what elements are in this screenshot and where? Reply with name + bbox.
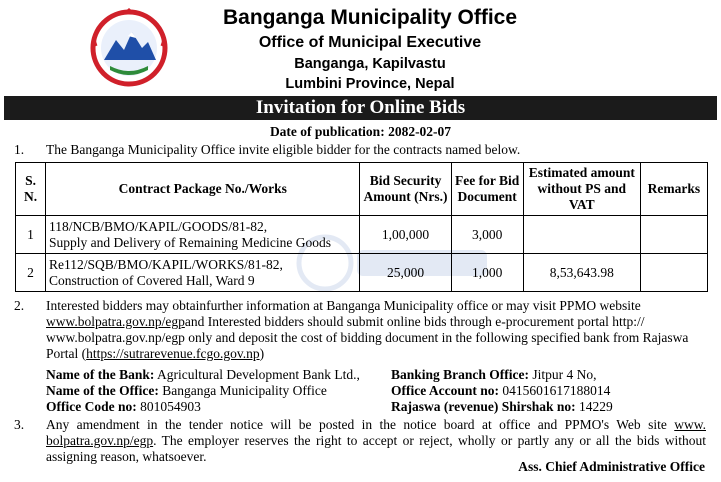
paragraph-text: The Banganga Municipality Office invite eligible bidder for the contracts named below. [46,142,521,157]
province: Lumbini Province, Nepal [285,76,455,92]
sutrarevenue-link[interactable]: https://sutrarevenue.fcgo.gov.np [86,346,260,361]
paragraph-2 [14,298,706,362]
publication-date: Date of publication: 2082-02-07 [269,124,452,139]
org-name: Banganga Municipality Office [222,6,518,29]
paragraph-body [46,417,706,465]
ppmo-link[interactable]: www. bolpatra.gov.np/egp [46,417,706,448]
table-header-row [16,163,708,216]
bolpatra-link[interactable]: www.bolpatra.gov.np/egp [46,314,185,329]
paragraph-text: Rajaswa Portal ( [46,330,689,361]
cell-sn: 2 [16,254,46,292]
bank-value: Agricultural Development Bank Ltd., [157,367,360,382]
package-work: Supply and Delivery of Remaining Medicine Goods [49,234,331,250]
office-label: Name of the Office: [46,383,159,398]
header-package: Contract Package No./Works [46,163,360,216]
paragraph-text: Any amendment in the tender notice will be posted in the notice board at office and PPMO's Web site [46,417,667,432]
branch-value: Jitpur 4 No, [532,367,597,382]
paragraph-number: 3. [14,417,25,432]
bids-table [15,162,708,292]
table-row [16,216,708,254]
cell-bid-security: 1,00,000 [360,216,451,254]
paragraph-number: 1. [14,142,25,157]
cell-estimated [523,216,640,254]
account-value: 0415601617188014 [502,383,611,398]
office-value: Banganga Municipality Office [162,383,327,398]
cell-package [46,216,360,254]
header-estimated: Estimated amount without PS and VAT [523,163,640,216]
location: Banganga, Kapilvastu [294,56,446,72]
paragraph-3 [14,417,706,465]
header-remarks: Remarks [640,163,707,216]
package-code: Re112/SQB/BMO/KAPIL/WORKS/81-82, [49,256,283,272]
table-row [16,254,708,292]
cell-bid-security: 25,000 [360,254,451,292]
paragraph-number: 2. [14,298,25,313]
paragraph-text: ) [259,346,265,361]
package-work: Construction of Covered Hall, Ward 9 [49,272,255,288]
branch-label: Banking Branch Office: [391,367,530,382]
office-name: Office of Municipal Executive [258,34,482,51]
paragraph-text: and Interested bidders should submit online bids through e-procurement portal http:// [184,314,645,329]
paragraph-body [46,298,706,362]
code-value: 801054903 [140,399,201,414]
bank-label: Name of the Bank: [46,367,155,382]
cell-remarks [640,254,707,292]
cell-fee: 3,000 [451,216,523,254]
cell-estimated: 8,53,643.98 [523,254,640,292]
paragraph-text: . The employer reserves the right to accept or reject, wholly or partly any or all the bids without assigning reason, whatsoever. [46,433,706,464]
cell-package [46,254,360,292]
header-fee: Fee for Bid Document [451,163,523,216]
paragraph-text: www.bolpatra.gov.np/egp only and deposit the cost of bidding document in the following specified bank from [46,330,640,345]
page-title: Invitation for Online Bids [4,96,717,120]
cell-fee: 1,000 [451,254,523,292]
rajaswa-value: 14229 [579,399,613,414]
cell-remarks [640,216,707,254]
package-code: 118/NCB/BMO/KAPIL/GOODS/81-82, [49,218,268,234]
paragraph-1 [14,142,520,158]
signature-title: Ass. Chief Administrative Office [518,459,705,474]
cell-sn: 1 [16,216,46,254]
paragraph-text: Interested bidders may obtainfurther information at Banganga Municipality office or may visit PPMO website [46,298,641,313]
header-bid-security: Bid Security Amount (Nrs.) [360,163,451,216]
code-label: Office Code no: [46,399,137,414]
account-label: Office Account no: [391,383,499,398]
header-sn: S. N. [16,163,46,216]
letterhead [0,0,721,94]
rajaswa-label: Rajaswa (revenue) Shirshak no: [391,399,576,414]
